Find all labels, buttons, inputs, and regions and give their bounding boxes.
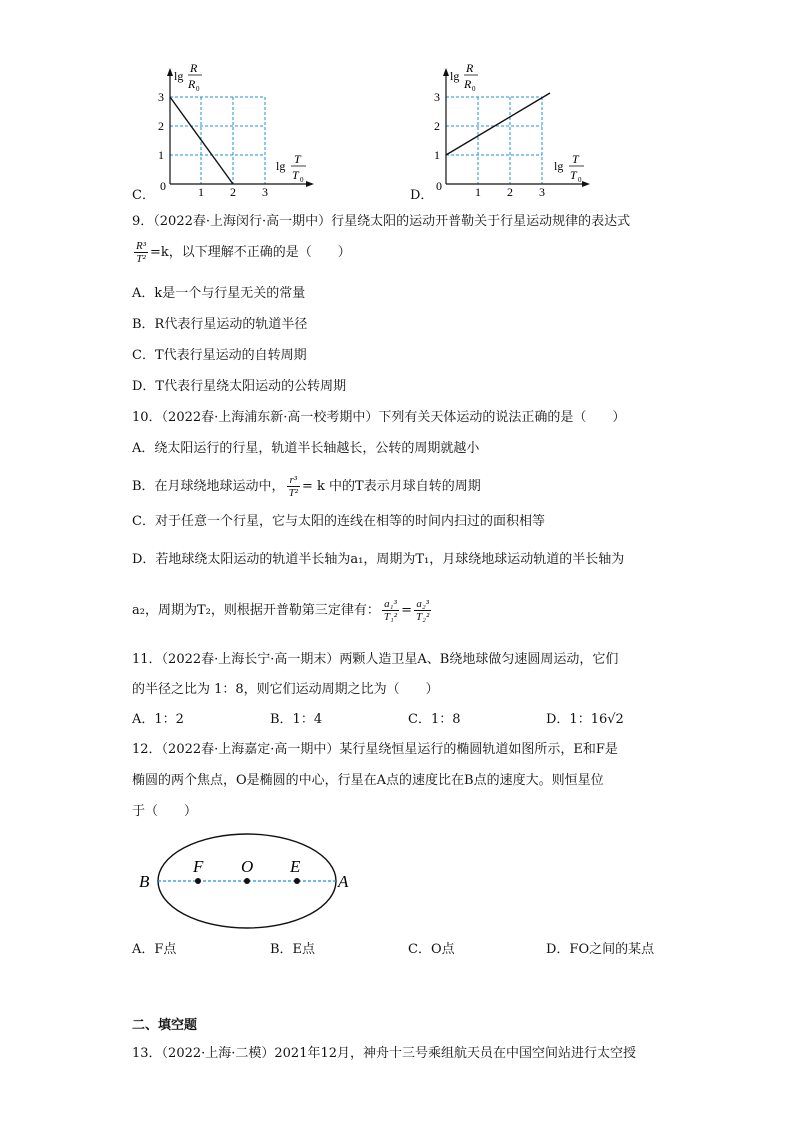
svg-text:0: 0 [196, 85, 200, 93]
point-f-label: F [193, 857, 204, 876]
graph-c-y-label: lg [174, 69, 184, 83]
svg-text:3: 3 [262, 185, 268, 196]
point-e-label: E [290, 857, 301, 876]
graph-d-line [446, 93, 550, 155]
q12-option-c: C．O点 [408, 942, 455, 957]
svg-text:0: 0 [578, 176, 582, 184]
q12-stem-line1: 12．（2022春·上海嘉定·高一期中）某行星绕恒星运行的椭圆轨道如图所示，E和F是 [132, 742, 618, 757]
graph-d-origin: 0 [436, 179, 442, 193]
q13-stem: 13．（2022·上海·二模）2021年12月，神舟十三号乘组航天员在中国空间站进行太空授 [132, 1046, 637, 1061]
svg-text:R: R [464, 77, 472, 91]
q11-stem-line1: 11．（2022春·上海长宁·高一期末）两颗人造卫星A、B绕地球做匀速圆周运动，它们 [132, 652, 619, 667]
focus-e-dot [294, 878, 300, 884]
q10-formula-b: $\frac{\text{r³}}{\text{T²}}$ [288, 474, 298, 499]
svg-text:3: 3 [434, 90, 440, 104]
svg-text:1: 1 [434, 148, 440, 162]
ellipse-orbit-diagram [132, 832, 362, 932]
q11-stem-line2: 的半径之比为 1：8，则它们运动周期之比为（ ） [132, 682, 439, 697]
svg-text:2: 2 [230, 185, 236, 196]
q12-option-d: D．FO之间的某点 [546, 942, 655, 957]
svg-text:3: 3 [539, 185, 545, 196]
graph-d-x-label: lg [554, 159, 564, 173]
svg-text:R: R [466, 61, 474, 75]
svg-text:1: 1 [198, 185, 204, 196]
q9-formula: $\frac{\text{R³}}{\text{T²}}$ [136, 240, 147, 265]
q12-option-a: A．F点 [132, 942, 177, 957]
q9-option-b: B．R代表行星运动的轨道半径 [132, 317, 308, 332]
point-o-label: O [241, 857, 254, 876]
q12-option-b: B．E点 [270, 942, 316, 957]
q10-stem: 10．（2022春·上海浦东新·高一校考期中）下列有关天体运动的说法正确的是（ ） [132, 410, 626, 425]
q11-option-c: C．1：8 [408, 712, 461, 727]
graph-c-origin: 0 [160, 179, 166, 193]
q9-formula-line: $\frac{\text{R³}}{\text{T²}}$ =k，以下理解不正确的是（ ） [136, 240, 351, 265]
graph-c [150, 60, 320, 196]
svg-text:2: 2 [158, 119, 164, 133]
q10-option-b: B．在月球绕地球运动中， $\frac{\text{r³}}{\text{T²}}$ = k 中的T表示月球自转的周期 [132, 474, 481, 499]
point-a-label: A [338, 872, 349, 891]
q9-option-c: C．T代表行星运动的自转周期 [132, 348, 307, 363]
q10-option-d-line2: a₂，周期为T₂，则根据开普勒第三定律有： $\frac{\text{a₁³}}{\text{T₁²}}$ = $\frac{\text{a₂³}}{\text{T₂²}}$ [132, 598, 430, 623]
q9-stem: 9．（2022春·上海闵行·高一期中）行星绕太阳的运动开普勒关于行星运动规律的表达式 [132, 214, 631, 229]
graph-d [426, 60, 596, 196]
svg-text:0: 0 [300, 176, 304, 184]
q9-option-a: A．k是一个与行星无关的常量 [132, 286, 306, 301]
q11-option-d: D．1：16√2 [546, 712, 624, 727]
svg-text:1: 1 [158, 148, 164, 162]
section-title-fill-blank: 二、填空题 [132, 1018, 198, 1033]
svg-text:2: 2 [507, 185, 513, 196]
q11-option-b: B．1：4 [270, 712, 323, 727]
svg-text:T: T [572, 152, 579, 166]
focus-f-dot [195, 878, 201, 884]
svg-text:R: R [190, 61, 198, 75]
graph-c-line [170, 97, 233, 184]
graph-c-x-label: lg [276, 159, 286, 173]
center-o-dot [244, 878, 250, 884]
q10-option-a: A．绕太阳运行的行星，轨道半长轴越长，公转的周期就越小 [132, 441, 480, 456]
option-d-label: D． [410, 188, 434, 203]
svg-text:T: T [294, 152, 301, 166]
option-c-label: C． [132, 188, 155, 203]
q10-formula-d2: $\frac{\text{a₂³}}{\text{T₂²}}$ [416, 598, 430, 623]
q10-formula-d1: $\frac{\text{a₁³}}{\text{T₁²}}$ [383, 598, 398, 623]
q12-stem-line2: 椭圆的两个焦点，O是椭圆的中心，行星在A点的速度比在B点的速度大。则恒星位 [132, 773, 604, 788]
svg-text:2: 2 [434, 119, 440, 133]
svg-text:R: R [188, 77, 196, 91]
q10-option-d-line1: D．若地球绕太阳运动的轨道半长轴为a₁，周期为T₁，月球绕地球运动轨道的半长轴为 [132, 552, 625, 567]
svg-text:T: T [292, 168, 299, 182]
svg-text:3: 3 [158, 90, 164, 104]
svg-text:T: T [570, 168, 577, 182]
svg-text:0: 0 [472, 85, 476, 93]
q9-option-d: D．T代表行星绕太阳运动的公转周期 [132, 379, 347, 394]
graph-d-y-label: lg [450, 69, 460, 83]
q11-option-a: A．1：2 [132, 712, 184, 727]
point-b-label: B [139, 872, 150, 891]
q12-stem-line3: 于（ ） [132, 804, 198, 819]
q10-option-c: C．对于任意一个行星，它与太阳的连线在相等的时间内扫过的面积相等 [132, 514, 545, 529]
svg-text:1: 1 [475, 185, 481, 196]
